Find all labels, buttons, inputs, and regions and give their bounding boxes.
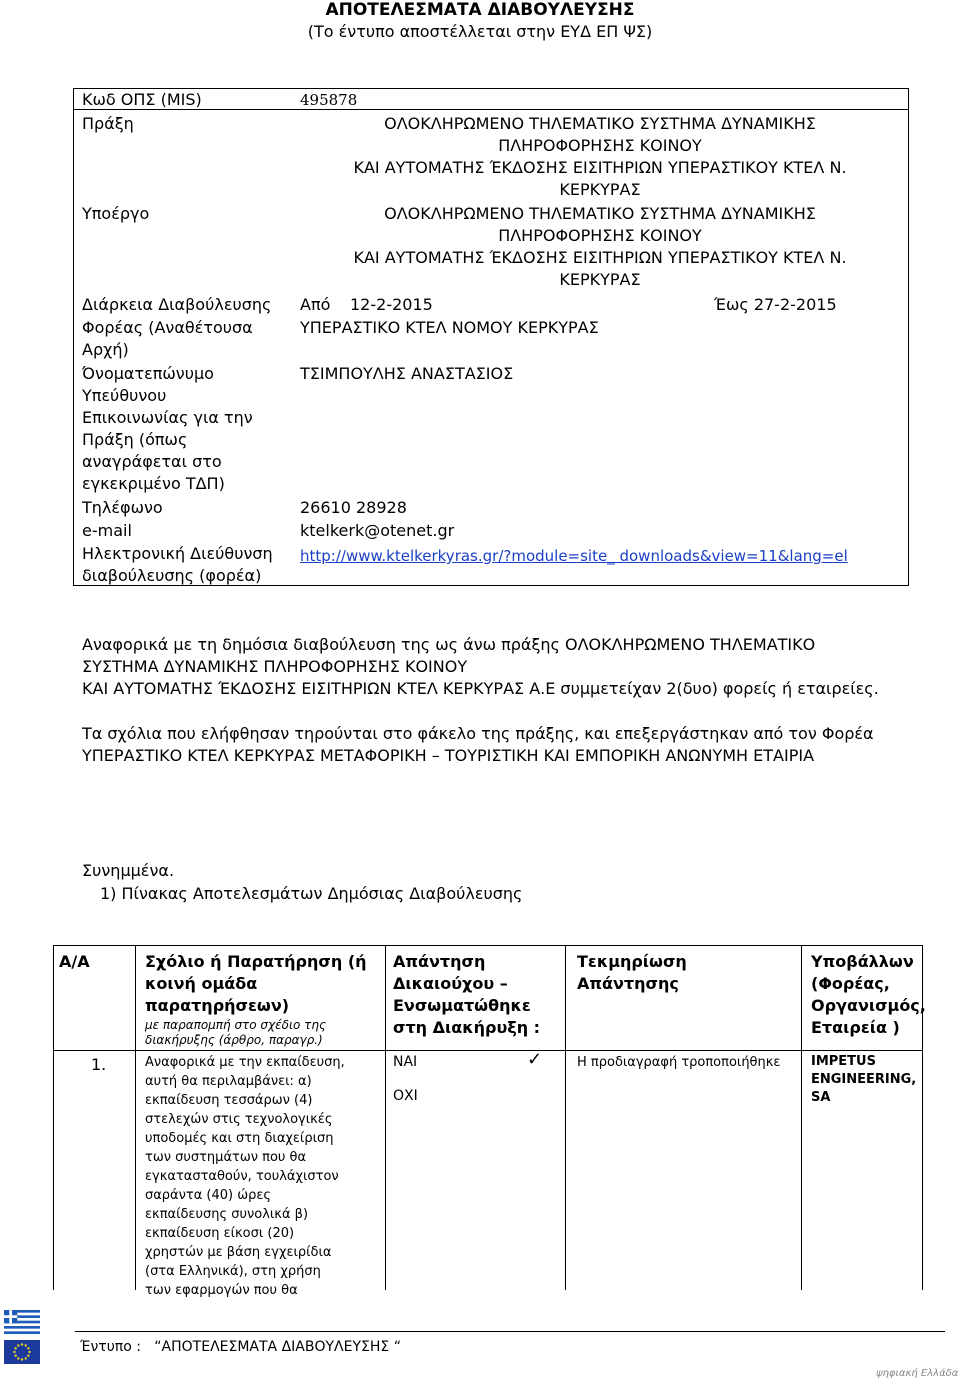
mis-value: 495878: [300, 91, 358, 109]
email-label: e-mail: [82, 521, 132, 540]
header-justification: Τεκμηρίωση Απάντησης: [577, 952, 687, 993]
body-value: ΥΠΕΡΑΣΤΙΚΟ ΚΤΕΛ ΝΟΜΟΥ ΚΕΡΚΥΡΑΣ: [300, 318, 599, 337]
url-label: Ηλεκτρονική Διεύθυνση διαβούλευσης (φορέα): [82, 544, 273, 585]
from-date: 12-2-2015: [350, 295, 433, 314]
info-table: [73, 88, 909, 586]
header-index: Α/Α: [59, 952, 90, 971]
to-date: Έως 27-2-2015: [714, 295, 837, 314]
table-header-divider: [53, 1050, 923, 1051]
answer-no: ΟΧΙ: [393, 1088, 418, 1104]
table-col-divider: [135, 945, 136, 1290]
digital-greece-logo: ψηφιακή Ελλάδα: [876, 1368, 959, 1379]
action-value: ΟΛΟΚΛΗΡΩΜΕΝΟ ΤΗΛΕΜΑΤΙΚΟ ΣΥΣΤΗΜΑ ΔΥΝΑΜΙΚΗΣ ΠΛΗΡΟΦΟΡΗΣΗΣ ΚΟΙΝΟΥ ΚΑΙ ΑΥΤΟΜΑΤΗΣ ΈΚΔΟΣΗΣ ΕΙΣΙΤΗΡΙΩΝ ΥΠΕΡΑΣΤΙΚΟΥ ΚΤΕΛ Ν. ΚΕΡΚΥΡΑΣ: [353, 114, 847, 199]
table-col-divider: [565, 945, 566, 1290]
phone-value: 26610 28928: [300, 498, 407, 517]
header-answer: Απάντηση Δικαιούχου – Ενσωματώθηκε στη Διακήρυξη :: [393, 952, 541, 1037]
duration-label: Διάρκεια Διαβούλευσης: [82, 295, 272, 314]
attachment-item-1: 1) Πίνακας Αποτελεσμάτων Δημόσιας Διαβούλευσης: [100, 884, 523, 903]
paragraph-comments: Τα σχόλια που ελήφθησαν τηρούνται στο φάκελο της πράξης, και επεξεργάστηκαν από τον Φορέα ΥΠΕΡΑΣΤΙΚΟ ΚΤΕΛ ΚΕΡΚΥΡΑΣ ΜΕΤΑΦΟΡΙΚΗ – ΤΟΥΡΙΣΤΙΚΗ ΚΑΙ ΕΜΠΟΡΙΚΗ ΑΝΩΝΥΜΗ ΕΤΑΙΡΙΑ: [82, 724, 874, 765]
contact-label: Όνοματεπώνυμο Υπεύθυνου Επικοινωνίας για την Πράξη (όπως αναγράφεται στο εγκεκριμένο ΤΔΠ): [82, 364, 253, 493]
page-subtitle: (Το έντυπο αποστέλλεται στην ΕΥΔ ΕΠ ΨΣ): [307, 22, 653, 41]
results-table: [53, 945, 926, 1298]
row-submitter: IMPETUS ENGINEERING, SA: [811, 1054, 917, 1105]
eu-flag-icon: [4, 1340, 40, 1368]
paragraph-participation: Αναφορικά με τη δημόσια διαβούλευση της ως άνω πράξης ΟΛΟΚΛΗΡΩΜΕΝΟ ΤΗΛΕΜΑΤΙΚΟ ΣΥΣΤΗΜΑ ΔΥΝΑΜΙΚΗΣ ΠΛΗΡΟΦΟΡΗΣΗΣ ΚΟΙΝΟΥ ΚΑΙ ΑΥΤΟΜΑΤΗΣ ΈΚΔΟΣΗΣ ΕΙΣΙΤΗΡΙΩΝ ΚΤΕΛ ΚΕΡΚΥΡΑΣ Α.Ε συμμετείχαν 2(δυο) φορείς ή εταιρείες.: [82, 635, 879, 698]
header-submitter: Υποβάλλων (Φορέας, Οργανισμός, Εταιρεία ): [811, 952, 926, 1037]
table-top-border: [53, 945, 923, 946]
greek-flag-icon: [4, 1310, 40, 1338]
row-justification: Η προδιαγραφή τροποποιήθηκε: [577, 1055, 781, 1070]
subproject-value: ΟΛΟΚΛΗΡΩΜΕΝΟ ΤΗΛΕΜΑΤΙΚΟ ΣΥΣΤΗΜΑ ΔΥΝΑΜΙΚΗΣ ΠΛΗΡΟΦΟΡΗΣΗΣ ΚΟΙΝΟΥ ΚΑΙ ΑΥΤΟΜΑΤΗΣ ΈΚΔΟΣΗΣ ΕΙΣΙΤΗΡΙΩΝ ΥΠΕΡΑΣΤΙΚΟΥ ΚΤΕΛ Ν. ΚΕΡΚΥΡΑΣ: [353, 204, 847, 289]
checkmark-icon: ✓: [527, 1049, 543, 1070]
from-label: Από: [300, 295, 331, 314]
table-border-left: [53, 945, 54, 1290]
table-col-divider: [801, 945, 802, 1290]
attachments-label: Συνημμένα.: [82, 861, 175, 880]
row-comment: Αναφορικά με την εκπαίδευση, αυτή θα περιλαμβάνει: α) εκπαίδευση τεσσάρων (4) στελεχών στις τεχνολογικές υποδομές και στη διαχείριση των συστημάτων που θα εγκατασταθούν, τουλάχιστον σαράντα (40) ώρες εκπαίδευσης συνολικά β) εκπαίδευση είκοσι (20) χρηστών με βάση εγχειρίδια (στα Ελληνικά), στη χρήση των εφαρμογών που θα: [145, 1055, 345, 1298]
table-col-divider: [385, 945, 386, 1290]
phone-label: Τηλέφωνο: [82, 498, 163, 517]
email-value: ktelkerk@otenet.gr: [300, 521, 455, 540]
action-label: Πράξη: [82, 114, 134, 133]
contact-value: ΤΣΙΜΠΟΥΛΗΣ ΑΝΑΣΤΑΣΙΟΣ: [300, 364, 514, 383]
consultation-url-link[interactable]: http://www.ktelkerkyras.gr/?module=site_ downloads&view=11&lang=el: [300, 547, 848, 565]
page-title: ΑΠΟΤΕΛΕΣΜΑΤΑ ΔΙΑΒΟΥΛΕΥΣΗΣ: [325, 0, 635, 20]
subproject-label: Υποέργο: [82, 204, 150, 223]
footer-divider: [75, 1331, 945, 1332]
header-comment-hint: με παραπομπή στο σχέδιο της διακήρυξης (άρθρο, παραγρ.): [145, 1018, 327, 1047]
body-label: Φορέας (Αναθέτουσα Αρχή): [82, 318, 253, 359]
footer-form-label: Έντυπο : “ΑΠΟΤΕΛΕΣΜΑΤΑ ΔΙΑΒΟΥΛΕΥΣΗΣ “: [80, 1339, 401, 1355]
mis-label: Κωδ ΟΠΣ (MIS): [82, 90, 202, 109]
row-index: 1.: [91, 1055, 107, 1074]
answer-yes: ΝΑΙ: [393, 1054, 418, 1070]
header-comment: Σχόλιο ή Παρατήρηση (ή κοινή ομάδα παρατηρήσεων): [145, 952, 367, 1015]
